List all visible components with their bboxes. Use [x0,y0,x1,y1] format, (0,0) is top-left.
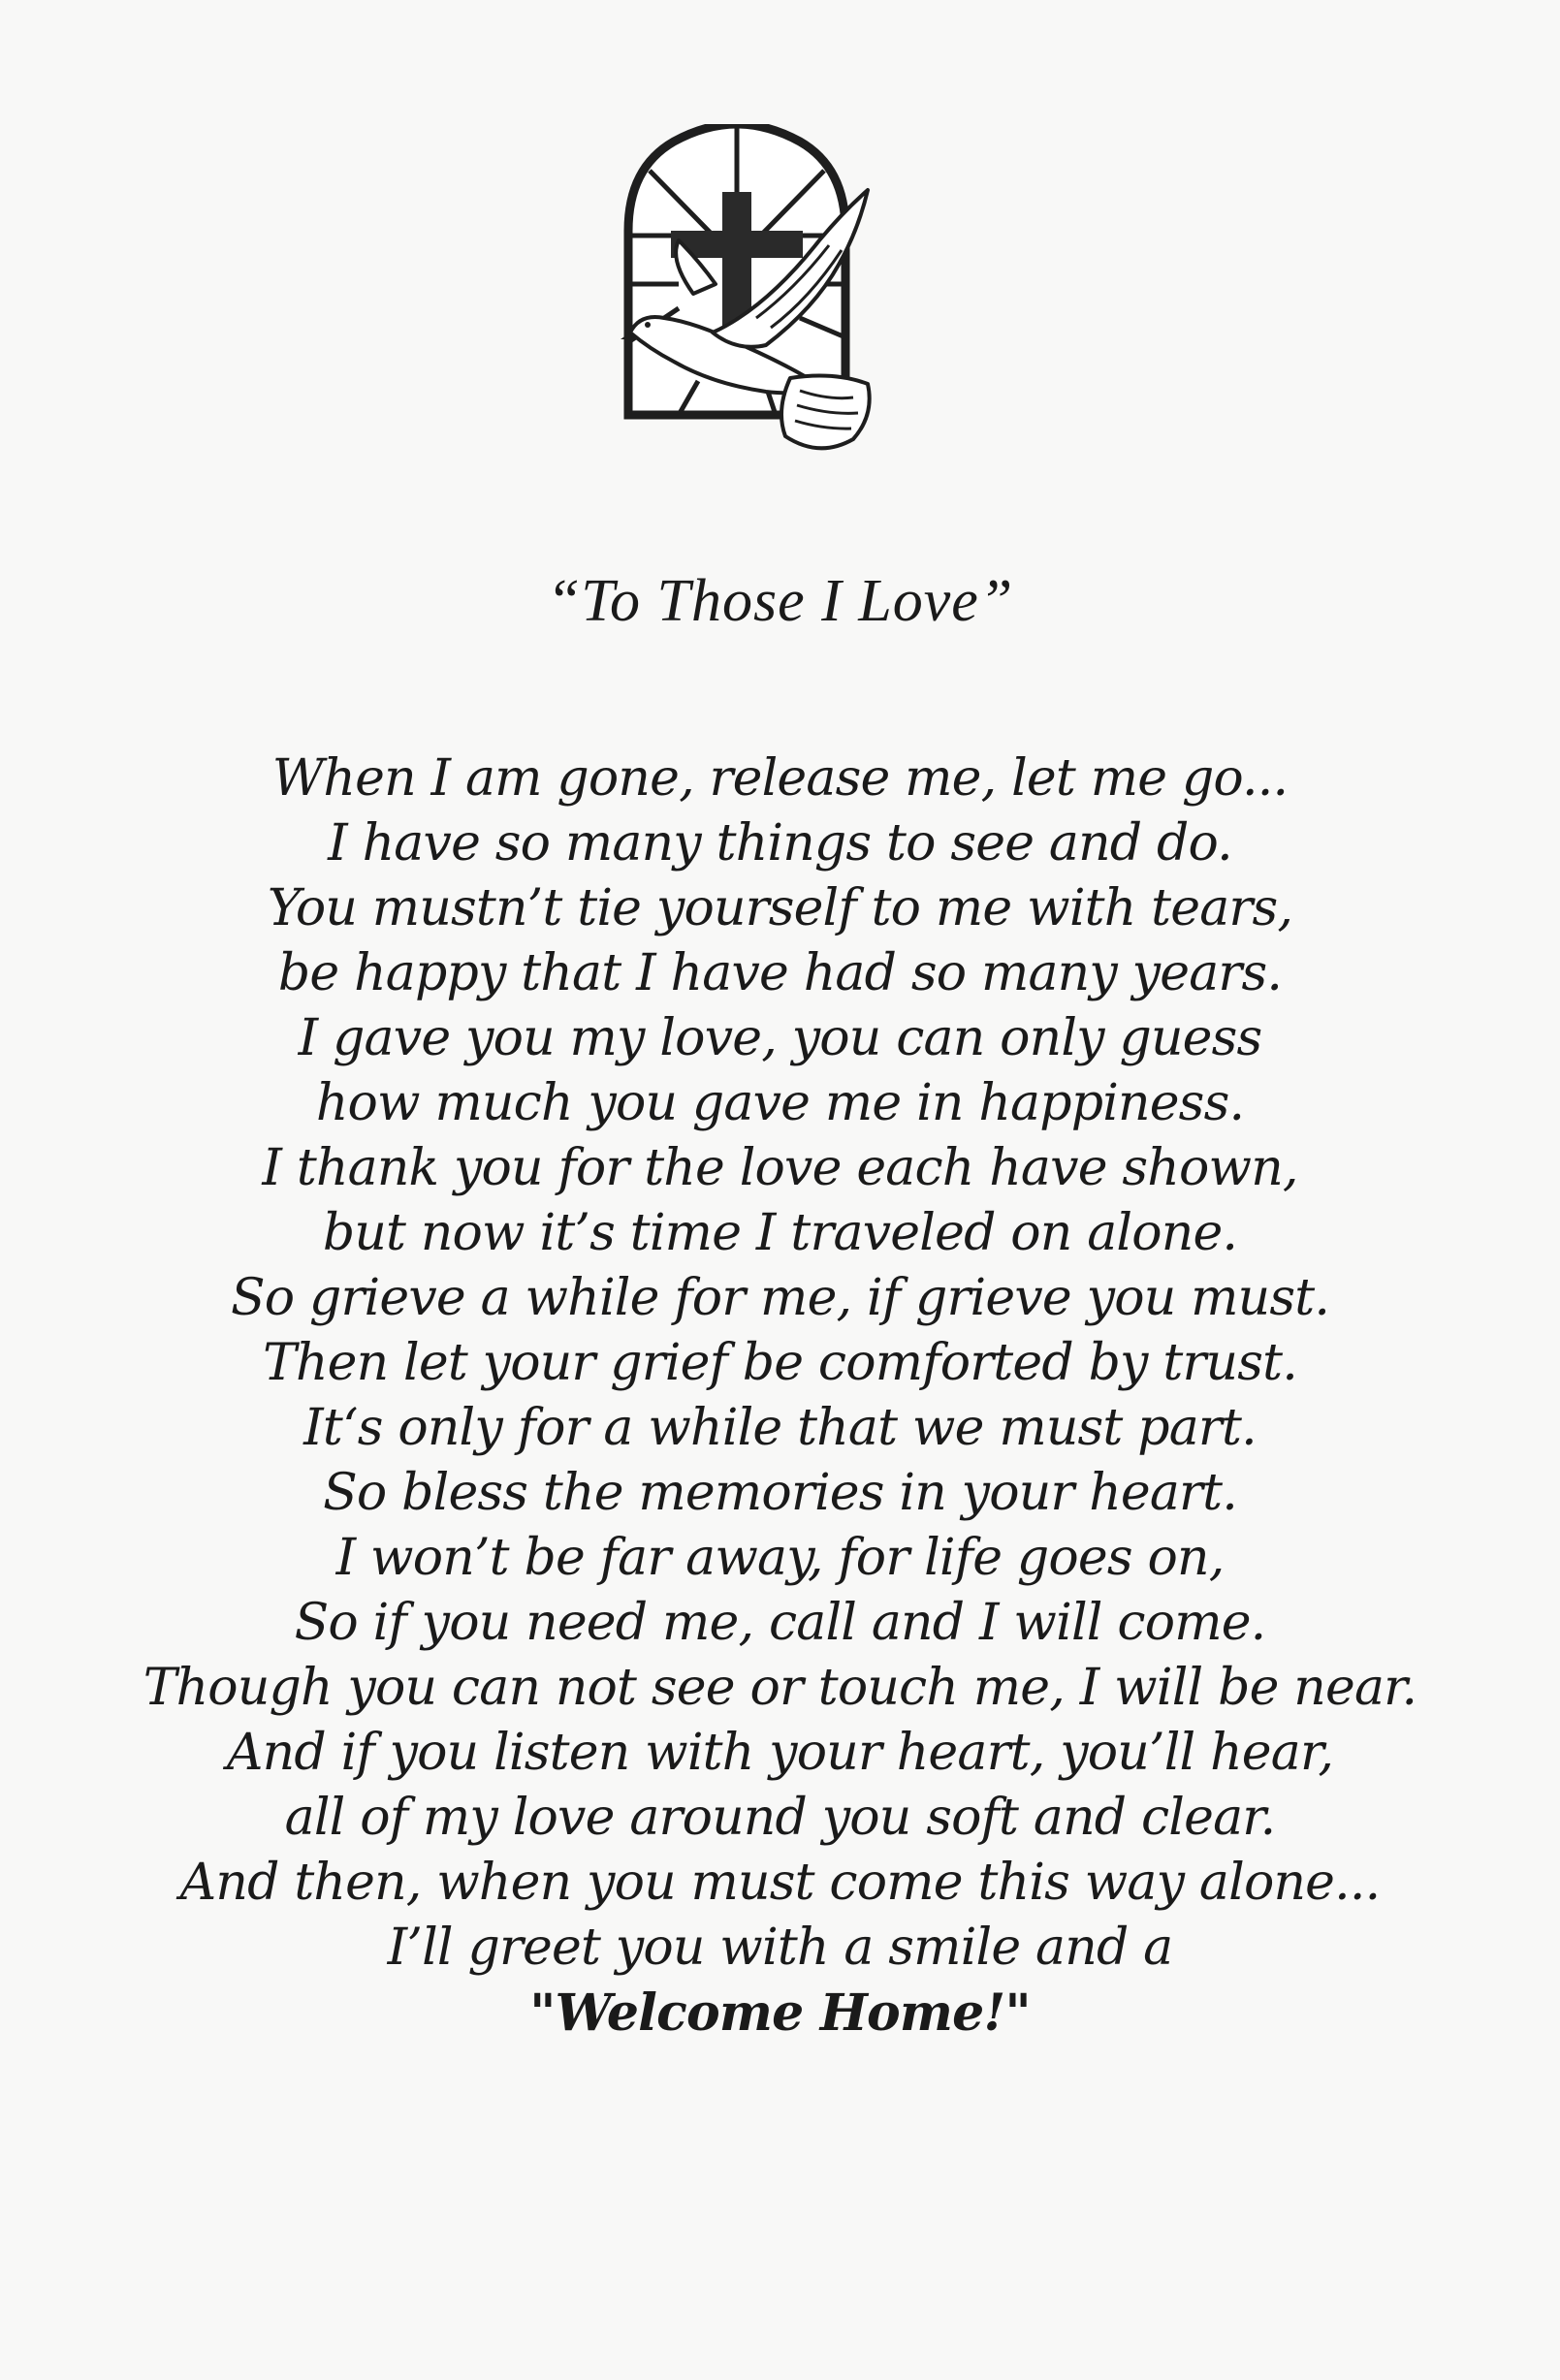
poem-line: And then, when you must come this way alone... [179,1854,1381,1912]
poem-line: So if you need me, call and I will come. [294,1594,1266,1652]
poem-line: be happy that I have had so many years. [277,944,1283,1002]
poem-line: Though you can not see or touch me, I will be near. [143,1659,1417,1717]
poem-line: You mustn’t tie yourself to me with tears, [267,879,1293,937]
poem-line: I’ll greet you with a smile and a [387,1919,1173,1977]
poem-title: “To Those I Love” [546,568,1014,634]
poem-line: how much you gave me in happiness. [315,1074,1245,1132]
poem-line: And if you listen with your heart, you’ll hear, [226,1724,1334,1782]
poem-line: I have so many things to see and do. [328,814,1232,873]
poem-line: I won’t be far away, for life goes on, [335,1529,1225,1587]
poem-line: I thank you for the love each have shown, [262,1139,1298,1197]
poem-line: I gave you my love, you can only guess [298,1009,1262,1067]
poem-line: but now it’s time I traveled on alone. [322,1204,1238,1262]
poem-line: When I am gone, release me, let me go... [271,749,1289,808]
poem-line: all of my love around you soft and clear. [284,1789,1276,1847]
poem-body [0,746,1560,2046]
poem-line: So grieve a while for me, if grieve you must. [230,1269,1330,1327]
poem-line: So bless the memories in your heart. [323,1464,1237,1522]
poem-line: It‘s only for a while that we must part. [303,1399,1257,1457]
poem-line: Then let your grief be comforted by trust. [263,1334,1297,1392]
poem-closing: "Welcome Home!" [529,1983,1031,2043]
stained-glass-window-cross-dove-icon [621,124,882,468]
